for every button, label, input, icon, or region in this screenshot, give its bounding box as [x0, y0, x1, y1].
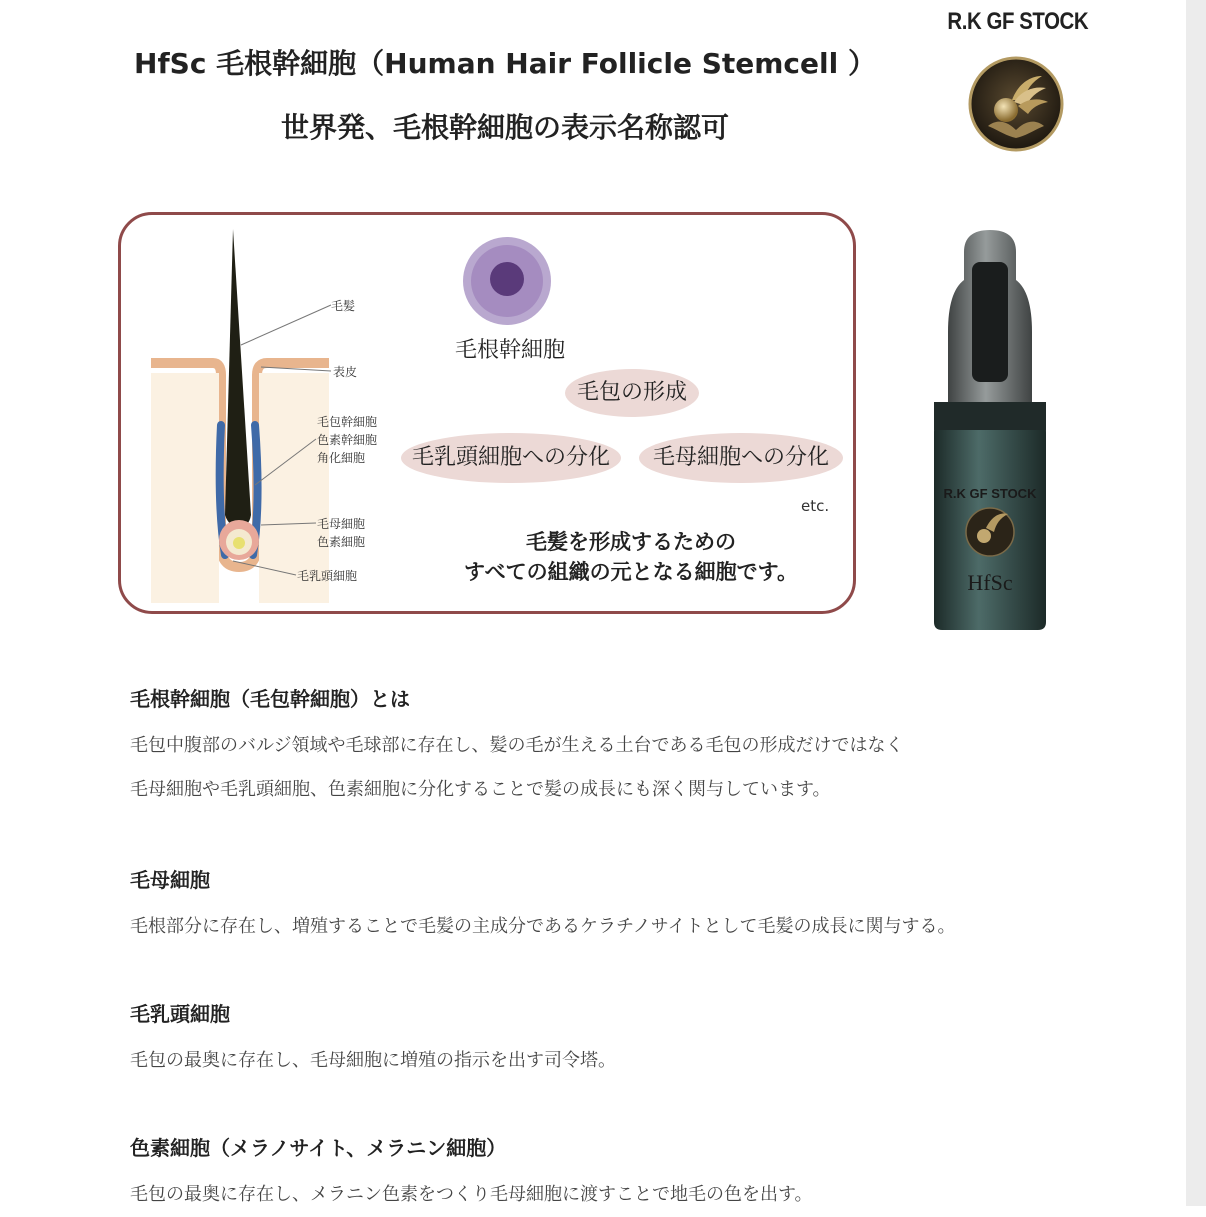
section-body: 毛包の最奥に存在し、毛母細胞に増殖の指示を出す司令塔。 — [130, 1050, 616, 1071]
pill-follicle-formation: 毛包の形成 — [565, 369, 699, 417]
section-heading: 毛母細胞 — [130, 868, 210, 892]
bottle-label-name: HfSc — [967, 570, 1013, 595]
label-keratinocyte: 角化細胞 — [317, 451, 366, 465]
scrollbar-track[interactable] — [1186, 0, 1206, 1206]
etc-note: etc. — [801, 497, 830, 515]
section-heading: 色素細胞（メラノサイト、メラニン細胞） — [130, 1136, 507, 1160]
section-body — [130, 724, 1150, 812]
bottle-image — [920, 222, 1060, 632]
stem-cell-title: 毛根幹細胞 — [455, 338, 566, 363]
section-line: 毛母細胞や毛乳頭細胞、色素細胞に分化することで髪の成長にも深く関与しています。 — [130, 779, 831, 800]
section-papilla-cell — [130, 998, 1150, 1083]
brand-block — [930, 8, 1106, 36]
section-heading: 毛根幹細胞（毛包幹細胞）とは — [130, 687, 410, 711]
section-hair-stem-cell — [130, 683, 1150, 812]
label-epidermis: 表皮 — [333, 365, 358, 379]
brand-name: R.K GF STOCK — [947, 8, 1089, 35]
label-follicle-stem: 毛包幹細胞 — [317, 415, 378, 429]
section-body: 毛根部分に存在し、増殖することで毛髪の主成分であるケラチノサイトとして毛髪の成長に関与する。 — [130, 916, 956, 937]
label-stem-group — [317, 413, 377, 467]
product-bottle — [920, 222, 1060, 636]
label-matrix-group — [317, 515, 365, 551]
label-pigment-stem: 色素幹細胞 — [317, 433, 378, 447]
bottle-label-brand: R.K GF STOCK — [943, 486, 1037, 501]
summary-line-1: 毛髪を形成するための — [526, 530, 736, 554]
pill-matrix-differentiation: 毛母細胞への分化 — [639, 433, 843, 483]
section-pigment-cell — [130, 1132, 1150, 1217]
brand-logo-icon — [968, 56, 1064, 152]
section-body: 毛包の最奥に存在し、メラニン色素をつくり毛母細胞に渡すことで地毛の色を出す。 — [130, 1184, 813, 1205]
summary-line-2: すべての組織の元となる細胞です。 — [464, 560, 798, 584]
page-subtitle: 世界発、毛根幹細胞の表示名称認可 — [280, 111, 729, 144]
page-title: HfSc 毛根幹細胞（Human Hair Follicle Stemcell ） — [134, 47, 876, 80]
label-papilla: 毛乳頭細胞 — [297, 569, 358, 583]
diagram-summary — [461, 527, 801, 587]
section-heading: 毛乳頭細胞 — [130, 1002, 230, 1026]
label-hair: 毛髪 — [331, 299, 356, 313]
hair-follicle-diagram — [118, 212, 856, 614]
label-matrix-cell: 毛母細胞 — [317, 517, 366, 531]
section-matrix-cell — [130, 864, 1150, 949]
label-pigment-cell: 色素細胞 — [317, 535, 366, 549]
pill-papilla-differentiation: 毛乳頭細胞への分化 — [401, 433, 621, 483]
section-line: 毛包中腹部のバルジ領域や毛球部に存在し、髪の毛が生える土台である毛包の形成だけではなく — [130, 735, 904, 756]
